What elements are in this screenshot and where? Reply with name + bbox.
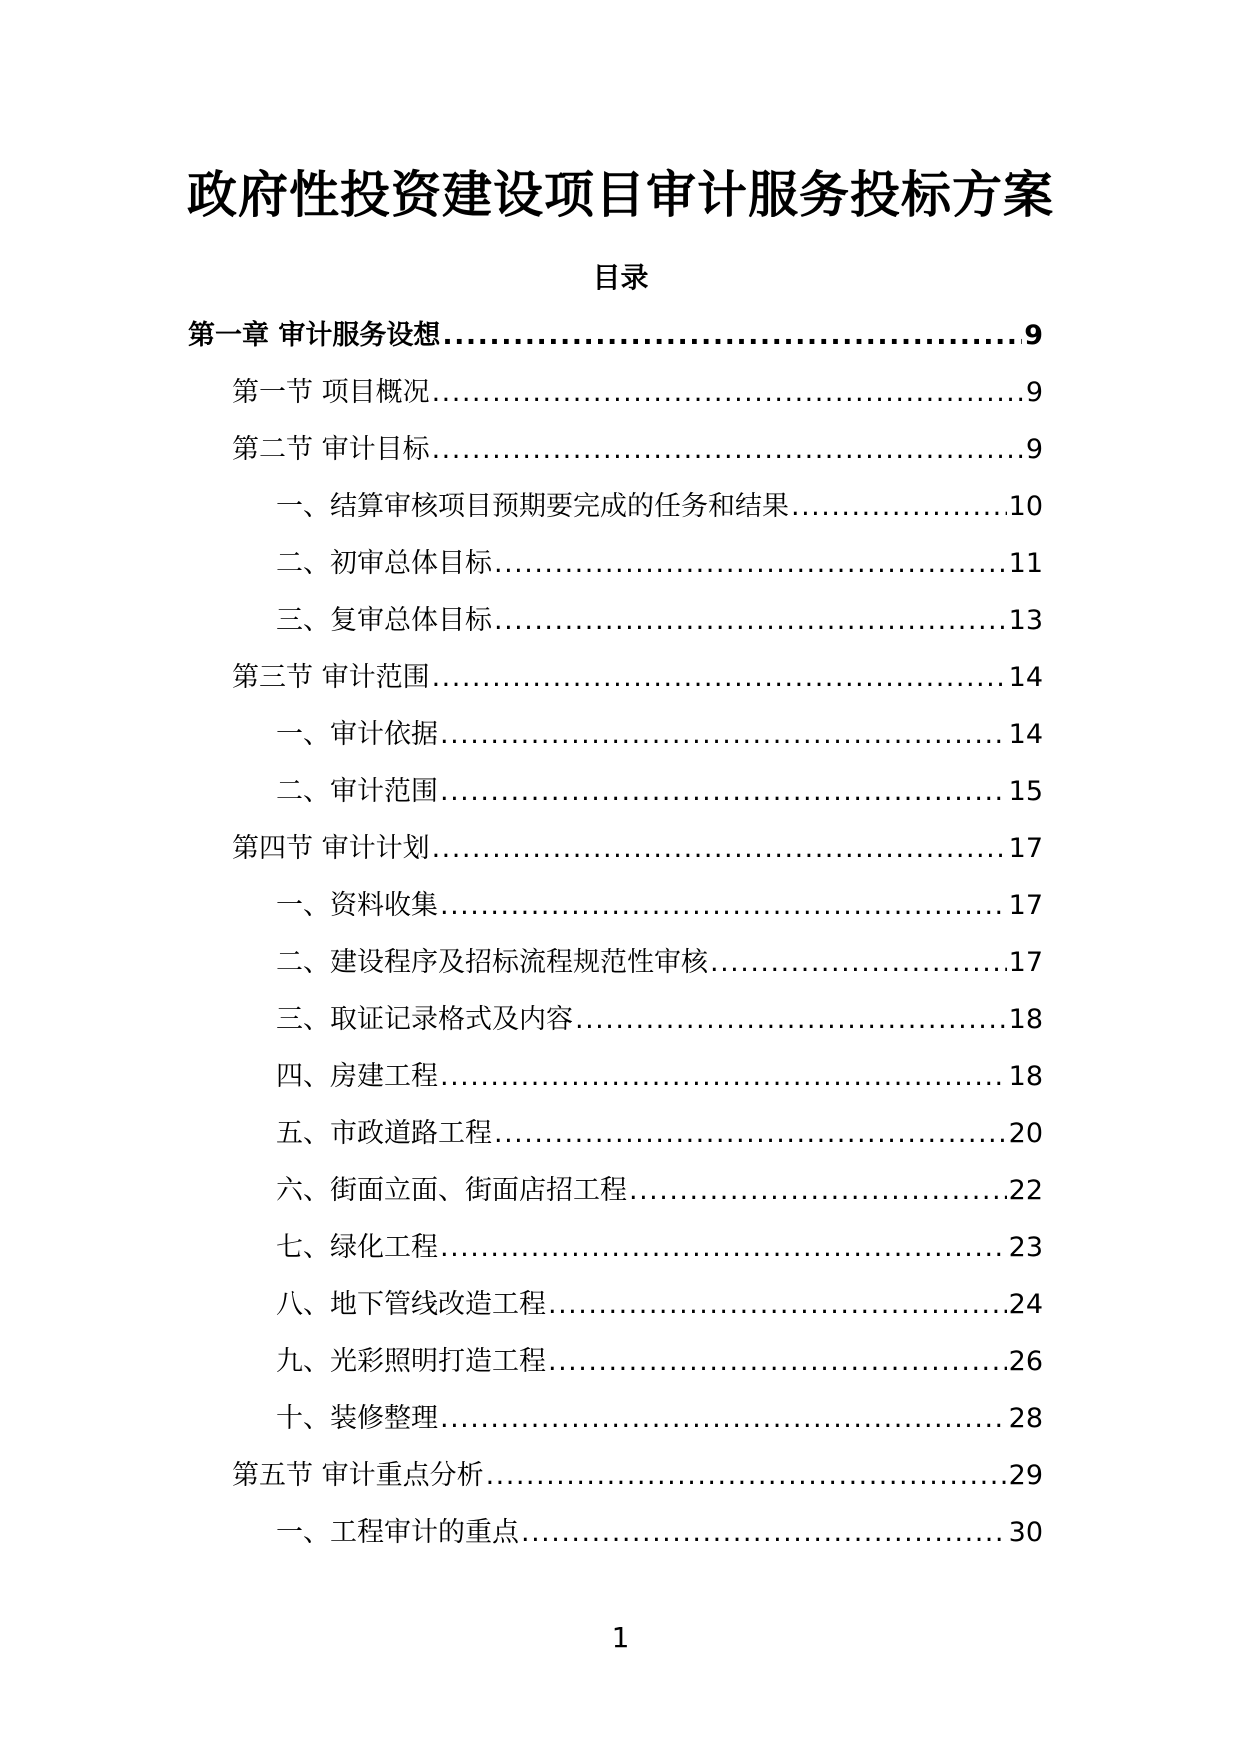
toc-entry-page: 20 [1008, 1118, 1043, 1149]
toc-entry-title: 二、审计范围 [276, 776, 438, 807]
toc-entry[interactable] [0, 599, 1241, 656]
toc-entry[interactable] [0, 656, 1241, 713]
toc-dot-leader [521, 1511, 1007, 1555]
toc-entry-title: 一、审计依据 [276, 719, 438, 750]
toc-entry-title: 二、初审总体目标 [276, 548, 492, 579]
toc-entry[interactable] [0, 428, 1241, 485]
toc-entry-page: 17 [1008, 833, 1043, 864]
toc-entry-page: 9 [1024, 320, 1043, 351]
toc-dot-leader [432, 428, 1024, 472]
toc-entry-page: 11 [1008, 548, 1043, 579]
toc-entry-title: 第一章 审计服务设想 [188, 320, 441, 351]
toc-dot-leader [629, 1169, 1007, 1213]
toc-entry[interactable] [0, 371, 1241, 428]
toc-entry[interactable] [0, 998, 1241, 1055]
toc-entry-title: 十、装修整理 [276, 1403, 438, 1434]
toc-entry[interactable] [0, 1454, 1241, 1511]
toc-entry[interactable] [0, 1511, 1241, 1568]
toc-entry-page: 17 [1008, 890, 1043, 921]
toc-entry[interactable] [0, 1283, 1241, 1340]
toc-entry-page: 29 [1008, 1460, 1043, 1491]
toc-dot-leader [432, 656, 1007, 700]
toc-dot-leader [440, 713, 1007, 757]
toc-entry-page: 30 [1008, 1517, 1043, 1548]
toc-entry-title: 二、建设程序及招标流程规范性审核 [276, 947, 708, 978]
toc-entry-page: 17 [1008, 947, 1043, 978]
toc-entry[interactable] [0, 941, 1241, 998]
toc-entry-page: 22 [1008, 1175, 1043, 1206]
toc-entry[interactable] [0, 1397, 1241, 1454]
toc-entry-page: 26 [1008, 1346, 1043, 1377]
toc-entry-title: 第二节 审计目标 [232, 434, 430, 465]
toc-entry[interactable] [0, 1340, 1241, 1397]
toc-dot-leader [432, 827, 1007, 871]
toc-entry[interactable] [0, 485, 1241, 542]
toc-dot-leader [575, 998, 1007, 1042]
document-title: 政府性投资建设项目审计服务投标方案 [187, 166, 1054, 224]
toc-entry-title: 七、绿化工程 [276, 1232, 438, 1263]
toc-entry[interactable] [0, 314, 1241, 371]
toc-entry-title: 一、资料收集 [276, 890, 438, 921]
toc-entry-title: 三、取证记录格式及内容 [276, 1004, 573, 1035]
toc-entry-page: 18 [1008, 1061, 1043, 1092]
toc-entry-title: 六、街面立面、街面店招工程 [276, 1175, 627, 1206]
toc-entry-title: 四、房建工程 [276, 1061, 438, 1092]
toc-entry[interactable] [0, 1169, 1241, 1226]
toc-entry-page: 14 [1008, 719, 1043, 750]
toc-entry-page: 10 [1008, 491, 1043, 522]
toc-dot-leader [440, 770, 1007, 814]
toc-entry[interactable] [0, 884, 1241, 941]
toc-entry-page: 9 [1025, 434, 1043, 465]
toc-entry-title: 第一节 项目概况 [232, 377, 430, 408]
toc-dot-leader [440, 1397, 1007, 1441]
toc-entry-page: 14 [1008, 662, 1043, 693]
toc-dot-leader [548, 1283, 1007, 1327]
toc-entry[interactable] [0, 827, 1241, 884]
toc-entry[interactable] [0, 542, 1241, 599]
toc-dot-leader [442, 314, 1022, 358]
toc-dot-leader [440, 1055, 1007, 1099]
toc-entry[interactable] [0, 1055, 1241, 1112]
toc-entry-page: 24 [1008, 1289, 1043, 1320]
toc-dot-leader [486, 1454, 1007, 1498]
toc-entry-title: 第五节 审计重点分析 [232, 1460, 484, 1491]
toc-entry-title: 第三节 审计范围 [232, 662, 430, 693]
toc-entry-page: 15 [1008, 776, 1043, 807]
toc-dot-leader [710, 941, 1007, 985]
toc-entry-title: 八、地下管线改造工程 [276, 1289, 546, 1320]
page-number: 1 [611, 1621, 630, 1654]
toc-entry[interactable] [0, 1226, 1241, 1283]
toc-entry[interactable] [0, 770, 1241, 827]
toc-heading: 目录 [592, 261, 649, 294]
toc-entry-title: 五、市政道路工程 [276, 1118, 492, 1149]
toc-dot-leader [440, 884, 1007, 928]
table-of-contents [0, 314, 1241, 1568]
toc-dot-leader [494, 542, 1007, 586]
toc-entry-page: 28 [1008, 1403, 1043, 1434]
toc-entry[interactable] [0, 713, 1241, 770]
toc-entry-page: 9 [1025, 377, 1043, 408]
toc-entry-title: 三、复审总体目标 [276, 605, 492, 636]
toc-entry-title: 九、光彩照明打造工程 [276, 1346, 546, 1377]
toc-dot-leader [440, 1226, 1007, 1270]
toc-dot-leader [791, 485, 1007, 529]
toc-dot-leader [494, 1112, 1007, 1156]
toc-entry[interactable] [0, 1112, 1241, 1169]
toc-dot-leader [494, 599, 1007, 643]
toc-dot-leader [432, 371, 1024, 415]
toc-entry-title: 第四节 审计计划 [232, 833, 430, 864]
toc-entry-page: 13 [1008, 605, 1043, 636]
toc-entry-page: 18 [1008, 1004, 1043, 1035]
toc-entry-title: 一、工程审计的重点 [276, 1517, 519, 1548]
toc-entry-title: 一、结算审核项目预期要完成的任务和结果 [276, 491, 789, 522]
toc-entry-page: 23 [1008, 1232, 1043, 1263]
toc-dot-leader [548, 1340, 1007, 1384]
